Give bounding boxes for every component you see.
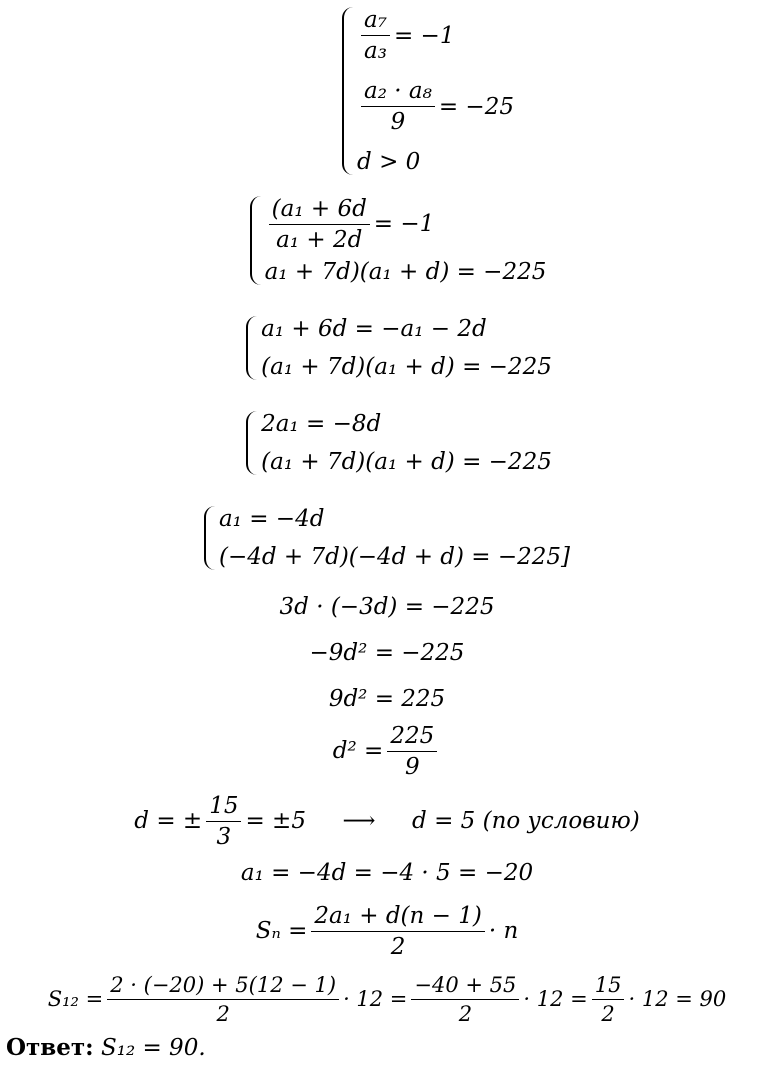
equation-4: d² = $\frac{225}{9}$ [0,722,774,780]
brace [342,7,353,175]
equation-5: d = ± $\frac{15}{3}$ = ±5 ⟶ d = 5 (по условию) [134,792,640,850]
brace [246,411,257,475]
system-5: a₁ = −4d (−4d + 7d)(−4d + d) = −225] [0,500,774,576]
system-3: a₁ + 6d = −a₁ − 2d (a₁ + 7d)(a₁ + d) = −225 [0,310,774,386]
system-1: $\frac{\text{a₇}}{\text{a₃}}$ = −1 $\frac{\text{a₂ · a₈}}{9}$ = −25 d > 0 [0,4,774,178]
system-4: 2a₁ = −8d (a₁ + 7d)(a₁ + d) = −225 [0,405,774,481]
equation-3: 9d² = 225 [328,686,446,712]
equation-2: −9d² = −225 [309,640,465,666]
brace [246,316,257,380]
brace [204,506,215,570]
equation-7: Sₙ = $\frac{\text{2a₁ + d(n − 1)}}{2}$ · n [255,902,519,960]
answer-text: S₁₂ = 90. [100,1035,206,1061]
equation-6: a₁ = −4d = −4 · 5 = −20 [240,860,534,886]
equation-8: S₁₂ = $\frac{2 \cdot (-20) + 5(12 - 1)}{2}$ · 12 = $\frac{-40 + 55}{2}$ · 12 = $\frac{15}{2}$ · 12 = 90 [47,972,727,1026]
brace [250,196,261,285]
equation-1: 3d · (−3d) = −225 [279,594,495,620]
answer-label: Ответ: [6,1034,94,1061]
system-2: $\frac{\text{(a₁ + 6d}}{\text{a₁ + 2d}}$ = −1 a₁ + 7d)(a₁ + d) = −225 [0,192,774,288]
answer-line [6,1034,206,1061]
